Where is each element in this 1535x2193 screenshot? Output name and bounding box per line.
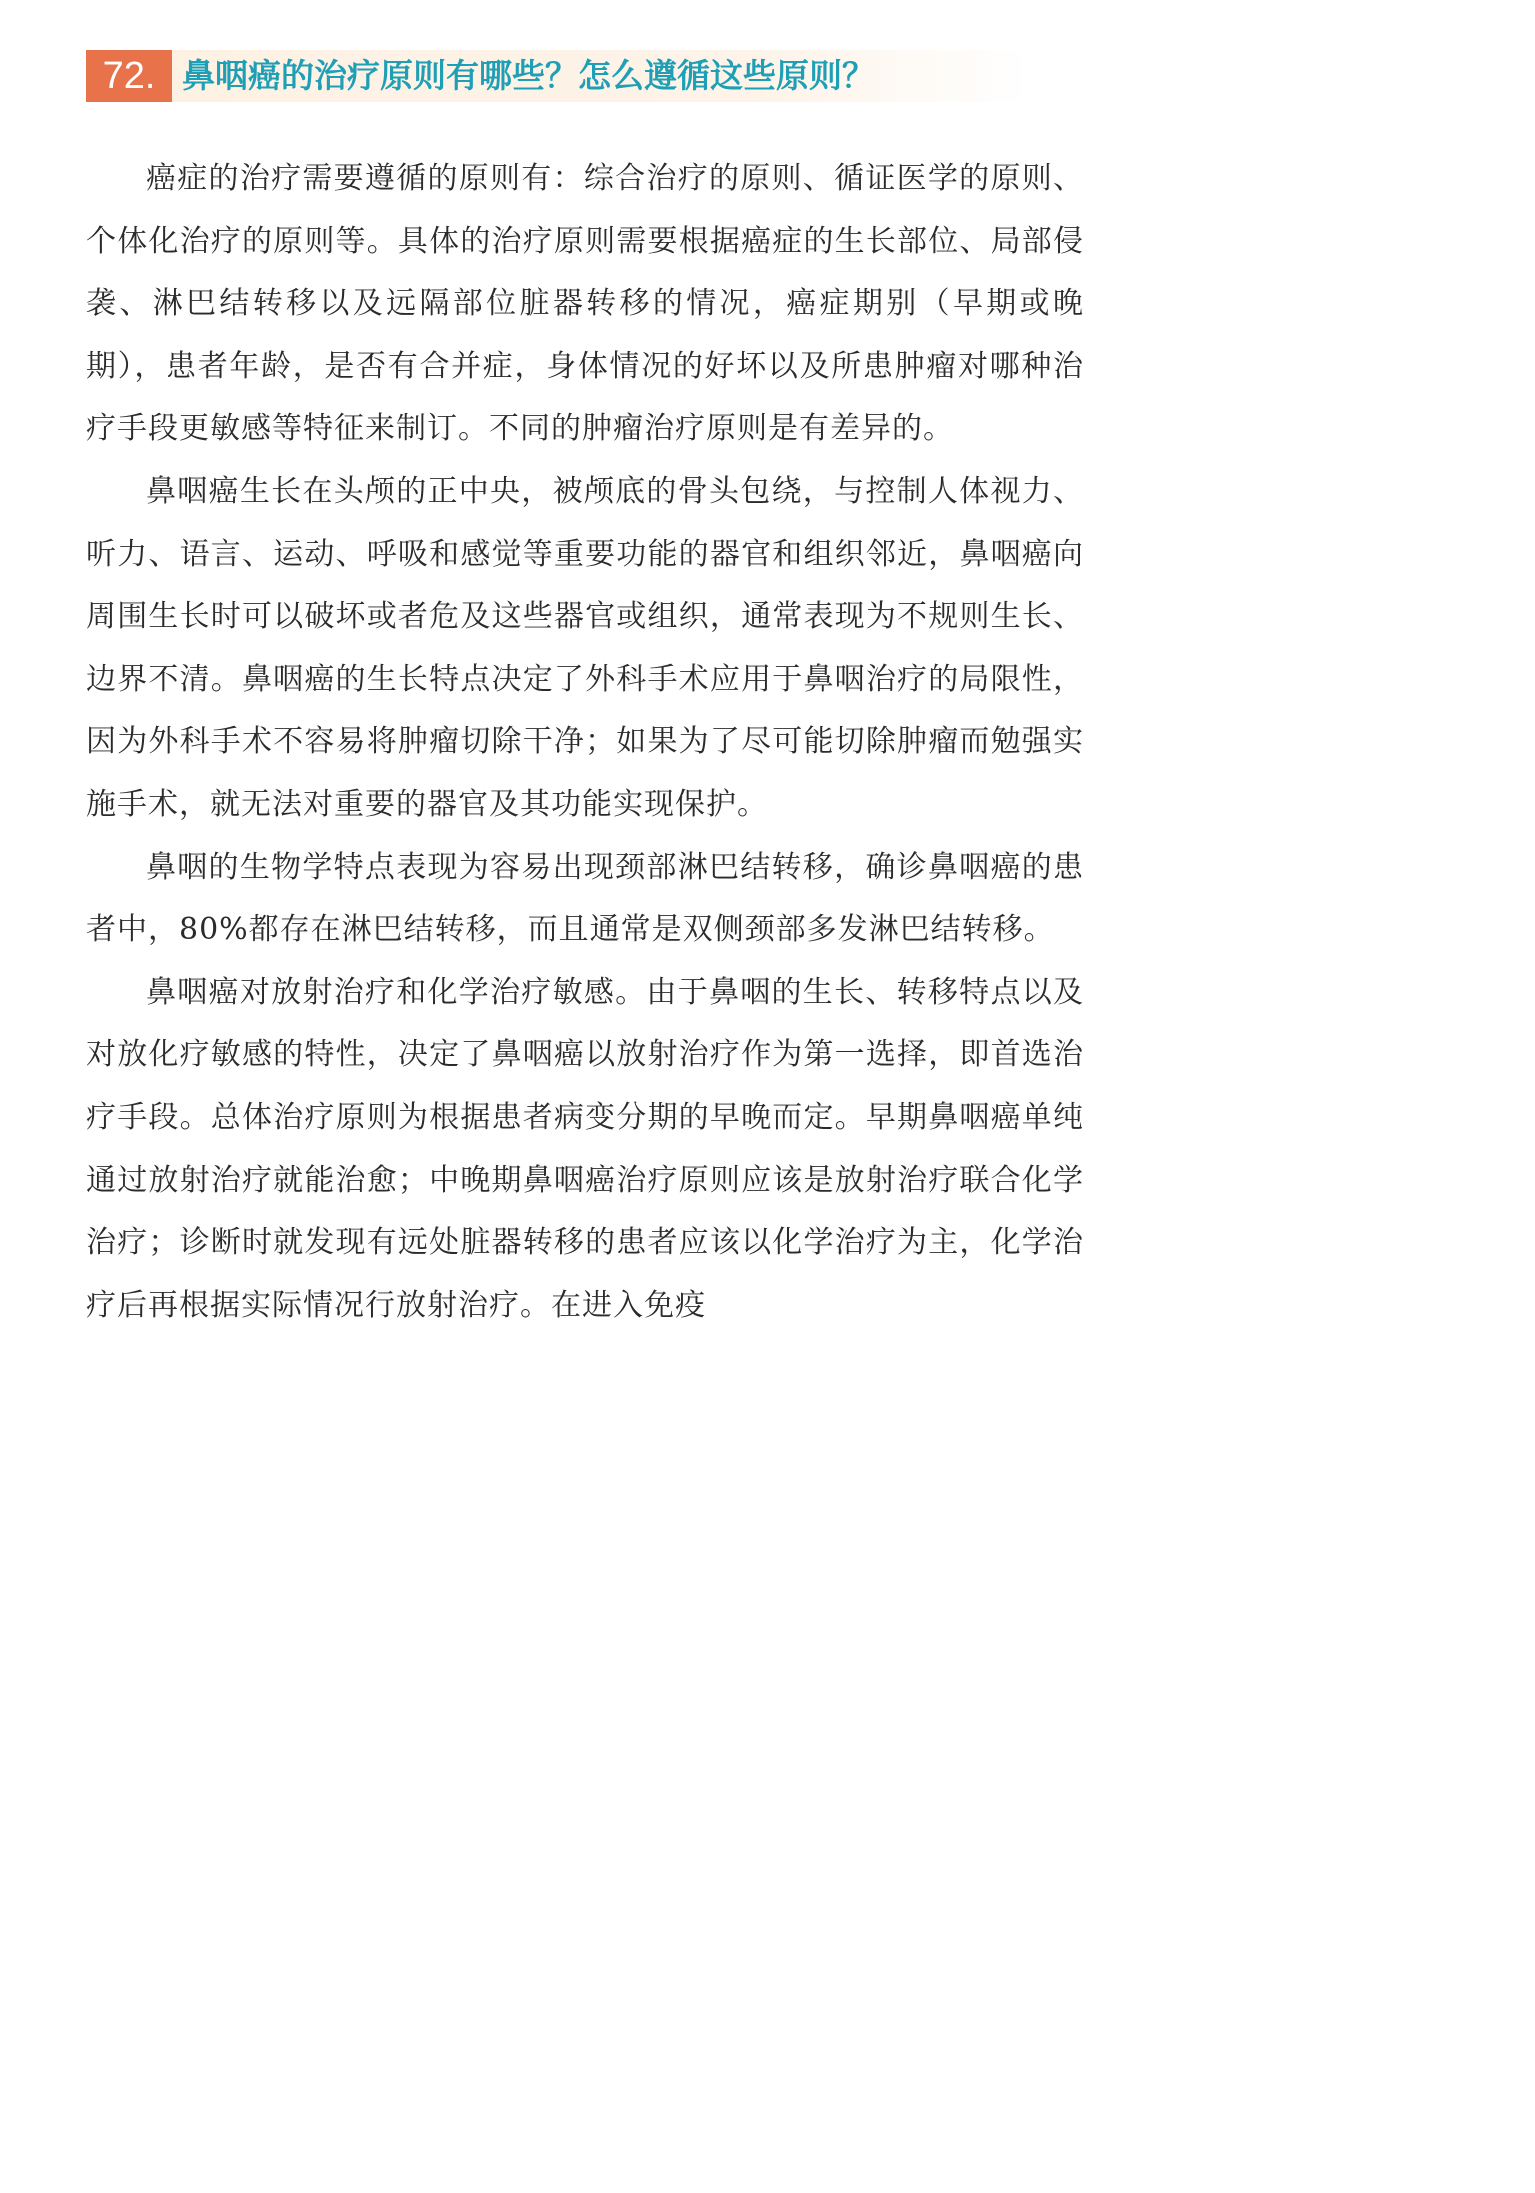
paragraph-4: 鼻咽癌对放射治疗和化学治疗敏感。由于鼻咽的生长、转移特点以及对放化疗敏感的特性，决定了鼻咽癌以放射治疗作为第一选择，即首选治疗手段。总体治疗原则为根据患者病变分期的早晚而定。早期鼻咽癌单纯通过放射治疗就能治愈；中晚期鼻咽癌治疗原则应该是放射治疗联合化学治疗；诊断时就发现有远处脏器转移的患者应该以化学治疗为主，化学治疗后再根据实际情况行放射治疗。在进入免疫 xyxy=(86,974,1084,1323)
paragraph-3: 鼻咽的生物学特点表现为容易出现颈部淋巴结转移，确诊鼻咽癌的患者中，80%都存在淋巴结转移，而且通常是双侧颈部多发淋巴结转移。 xyxy=(86,849,1084,948)
paragraph-2: 鼻咽癌生长在头颅的正中央，被颅底的骨头包绕，与控制人体视力、听力、语言、运动、呼吸和感觉等重要功能的器官和组织邻近，鼻咽癌向周围生长时可以破坏或者危及这些器官或组织，通常表现为不规则生长、边界不清。鼻咽癌的生长特点决定了外科手术应用于鼻咽治疗的局限性，因为外科手术不容易将肿瘤切除干净；如果为了尽可能切除肿瘤而勉强实施手术，就无法对重要的器官及其功能实现保护。 xyxy=(86,473,1084,822)
article-body xyxy=(86,148,1084,1337)
question-header xyxy=(86,50,1030,102)
paragraph-1: 癌症的治疗需要遵循的原则有：综合治疗的原则、循证医学的原则、个体化治疗的原则等。具体的治疗原则需要根据癌症的生长部位、局部侵袭、淋巴结转移以及远隔部位脏器转移的情况，癌症期别（早期或晚期），患者年龄，是否有合并症，身体情况的好坏以及所患肿瘤对哪种治疗手段更敏感等特征来制订。不同的肿瘤治疗原则是有差异的。 xyxy=(86,161,1084,447)
question-number: 72. xyxy=(86,50,172,102)
question-title: 鼻咽癌的治疗原则有哪些？怎么遵循这些原则？ xyxy=(182,56,875,95)
